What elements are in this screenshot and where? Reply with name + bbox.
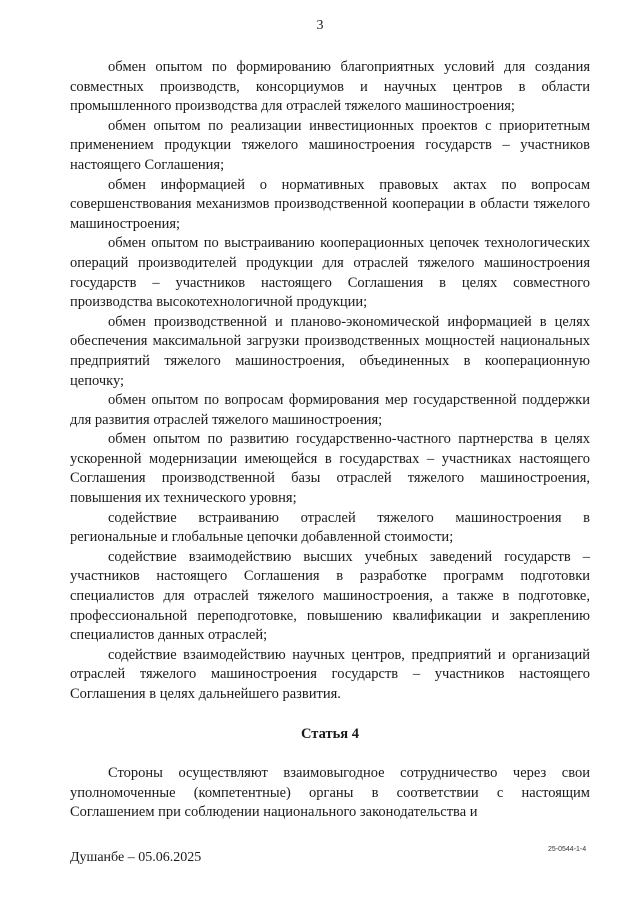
document-body	[70, 58, 590, 823]
paragraph: обмен опытом по выстраиванию кооперационных цепочек технологических операций производителей продукции для отраслей тяжелого машиностроения государств – участников настоящего Соглашения в целях совместного производства высокотехнологичной продукции;	[70, 235, 590, 311]
paragraph: содействие взаимодействию высших учебных заведений государств – участников настоящего Соглашения в разработке программ подготовки специалистов для отраслей тяжелого машиностроения, а также в подготовке, профессиональной переподготовке, повышению квалификации и закреплению специалистов данных отраслей;	[70, 548, 590, 644]
paragraph: обмен производственной и планово-экономической информацией в целях обеспечения максимальной загрузки производственных мощностей национальных предприятий тяжелого машиностроения, объединенных в кооперационную цепочку;	[70, 313, 590, 389]
article-paragraph: Стороны осуществляют взаимовыгодное сотрудничество через свои уполномоченные (компетентные) органы в соответствии с настоящим Соглашением при соблюдении национального законодательства и	[70, 765, 590, 821]
article-heading: Статья 4	[301, 725, 359, 742]
paragraph: содействие взаимодействию научных центров, предприятий и организаций отраслей тяжелого машиностроения государств – участников настоящего Соглашения в целях дальнейшего развития.	[70, 646, 590, 702]
paragraph: обмен опытом по вопросам формирования мер государственной поддержки для развития отраслей тяжелого машиностроения;	[70, 392, 590, 428]
paragraph: обмен опытом по реализации инвестиционных проектов с приоритетным применением продукции тяжелого машиностроения государств – участников настоящего Соглашения;	[70, 117, 590, 173]
paragraph: обмен опытом по формированию благоприятных условий для создания совместных производств, консорциумов и научных центров в области промышленного производства для отраслей тяжелого машиностроения;	[70, 59, 590, 115]
footer-document-code: 25-0544-1-4	[548, 846, 587, 853]
paragraph: обмен информацией о нормативных правовых актах по вопросам совершенствования механизмов производственной кооперации в области тяжелого машиностроения;	[70, 176, 590, 232]
footer-place-date: Душанбе – 05.06.2025	[70, 850, 202, 865]
paragraph: содействие встраиванию отраслей тяжелого машиностроения в региональные и глобальные цепочки добавленной стоимости;	[70, 509, 590, 546]
paragraph: обмен опытом по развитию государственно-частного партнерства в целях ускоренной модернизации имеющейся в государствах – участниках настоящего Соглашения производственной базы отраслей тяжелого машиностроения, повышения их технического уровня;	[70, 431, 590, 507]
page-number: 3	[316, 18, 324, 33]
